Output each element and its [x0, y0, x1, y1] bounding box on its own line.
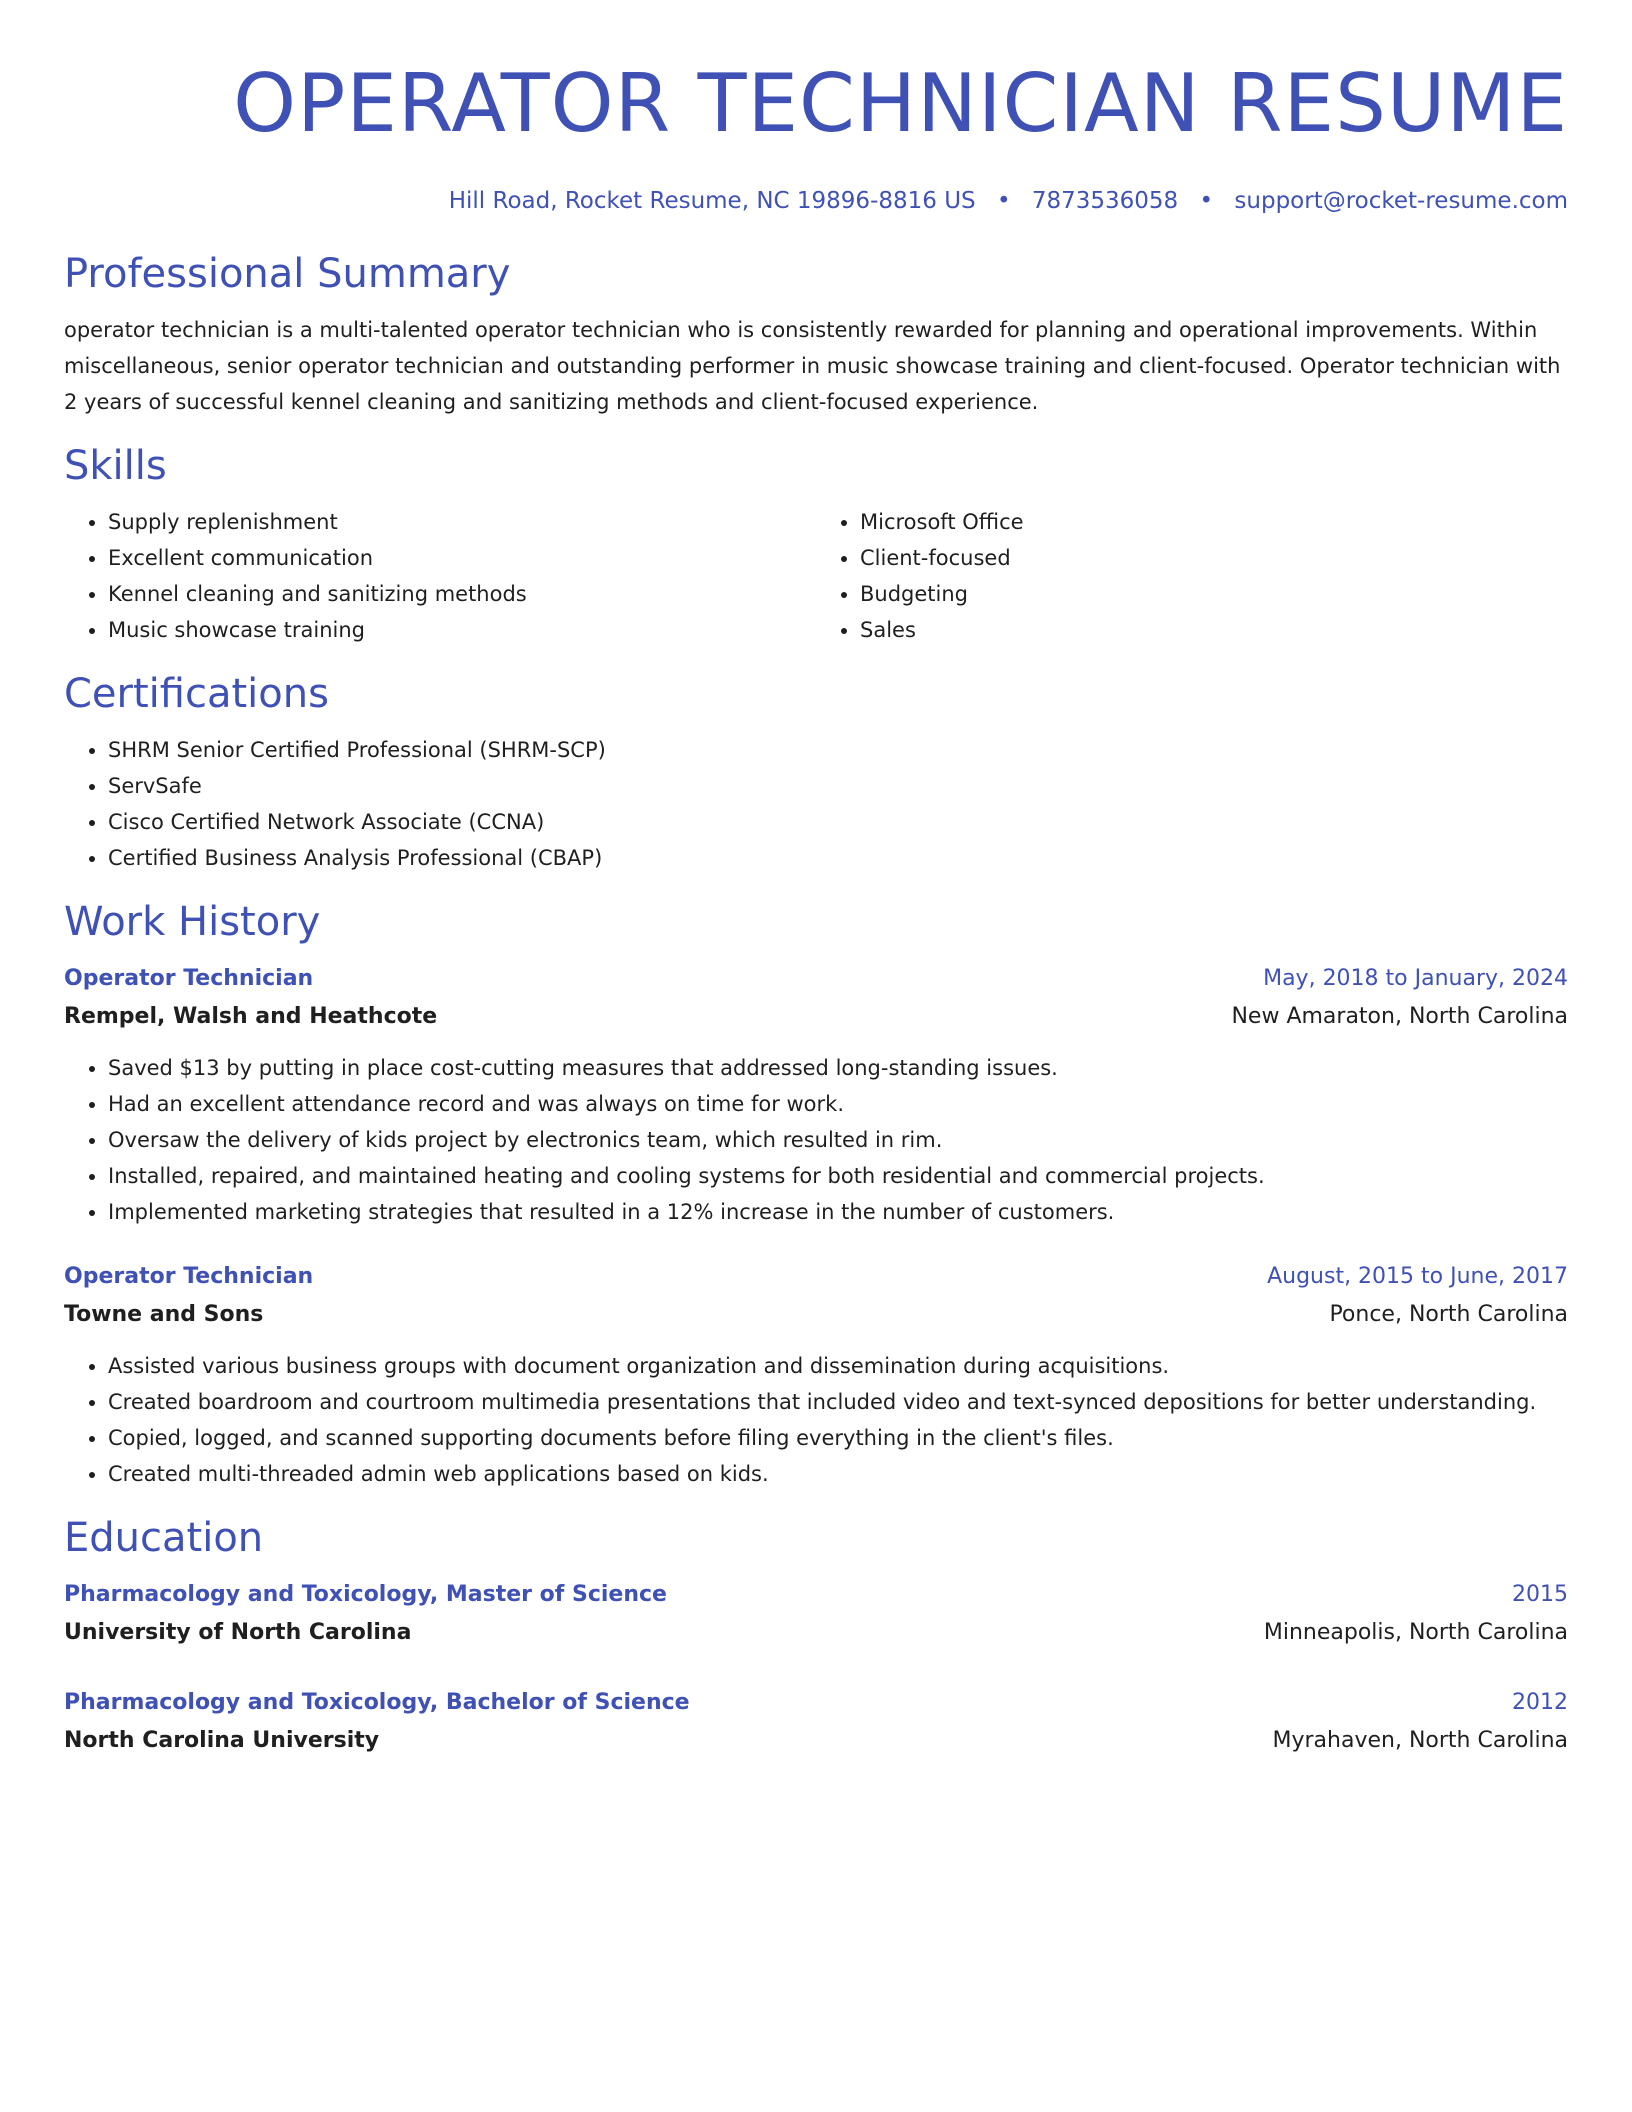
job-dates: August, 2015 to June, 2017 [1267, 1264, 1568, 1289]
job-bullet: • Created boardroom and courtroom multimedia presentations that included video and text-synced depositions for better understanding. [108, 1384, 1568, 1420]
job-bullet: • Copied, logged, and scanned supporting documents before filing everything in the client's files. [108, 1420, 1568, 1456]
job-company: Towne and Sons [64, 1302, 264, 1327]
contact-address: Hill Road, Rocket Resume, NC 19896-8816 US [448, 188, 976, 214]
skill-item: • Client-focused [860, 540, 1568, 576]
skill-item: • Sales [860, 612, 1568, 648]
education-year: 2012 [1512, 1690, 1568, 1715]
certification-item: • SHRM Senior Certified Professional (SHRM-SCP) [108, 732, 1568, 768]
job-bullet: • Installed, repaired, and maintained heating and cooling systems for both residential and commercial projects. [108, 1158, 1568, 1194]
job-bullet: • Saved $13 by putting in place cost-cutting measures that addressed long-standing issues. [108, 1050, 1568, 1086]
job-dates: May, 2018 to January, 2024 [1263, 966, 1568, 991]
section-title-certifications: Certifications [64, 671, 329, 717]
job-title: Operator Technician [64, 966, 314, 991]
education-section [64, 1514, 1568, 1760]
education-header-row [64, 1684, 1568, 1722]
resume-header [64, 56, 1568, 216]
job-bullet: • Created multi-threaded admin web applications based on kids. [108, 1456, 1568, 1492]
job-company-row [64, 998, 1568, 1036]
job-location: Ponce, North Carolina [1329, 1302, 1568, 1327]
education-entry [64, 1576, 1568, 1652]
summary-section [64, 250, 1568, 420]
job-entry [64, 1258, 1568, 1492]
job-entry [64, 960, 1568, 1230]
certification-item: • ServSafe [108, 768, 1568, 804]
skills-list-right [816, 504, 1568, 648]
certifications-list [64, 732, 1568, 876]
skills-section [64, 442, 1568, 648]
work-section [64, 898, 1568, 1492]
section-title-skills: Skills [64, 443, 167, 489]
job-bullet: • Implemented marketing strategies that resulted in a 12% increase in the number of customers. [108, 1194, 1568, 1230]
education-header-row [64, 1576, 1568, 1614]
contact-email: support@rocket-resume.com [1234, 188, 1568, 214]
certification-item: • Certified Business Analysis Professional (CBAP) [108, 840, 1568, 876]
education-school: University of North Carolina [64, 1620, 412, 1645]
contact-line [64, 186, 1568, 216]
job-bullet: • Had an excellent attendance record and was always on time for work. [108, 1086, 1568, 1122]
resume-title: OPERATOR TECHNICIAN RESUME [233, 57, 1568, 150]
education-degree: Pharmacology and Toxicology, Bachelor of Science [64, 1690, 690, 1715]
education-location: Minneapolis, North Carolina [1263, 1620, 1568, 1645]
skills-list-left [64, 504, 816, 648]
section-title-work: Work History [64, 899, 321, 945]
job-bullet: • Assisted various business groups with document organization and dissemination during acquisitions. [108, 1348, 1568, 1384]
section-title-summary: Professional Summary [64, 251, 511, 297]
education-school-row [64, 1722, 1568, 1760]
education-entry [64, 1684, 1568, 1760]
skill-item: • Budgeting [860, 576, 1568, 612]
job-bullet: • Oversaw the delivery of kids project by electronics team, which resulted in rim. [108, 1122, 1568, 1158]
job-company: Rempel, Walsh and Heathcote [64, 1004, 438, 1029]
section-title-education: Education [64, 1515, 264, 1561]
summary-text: operator technician is a multi-talented operator technician who is consistently rewarded for planning and operational improvements. Within miscellaneous, senior operator technician and outstanding performer in music showcase training and client-focused. Operator technician with 2 years of successful kennel cleaning and sanitizing methods and client-focused experience. [64, 318, 1561, 414]
job-bullets [64, 1348, 1568, 1492]
skill-item: • Music showcase training [108, 612, 816, 648]
job-header-row [64, 960, 1568, 998]
education-school: North Carolina University [64, 1728, 380, 1753]
certification-item: • Cisco Certified Network Associate (CCNA) [108, 804, 1568, 840]
skill-item: • Microsoft Office [860, 504, 1568, 540]
job-title: Operator Technician [64, 1264, 314, 1289]
education-degree: Pharmacology and Toxicology, Master of Science [64, 1582, 667, 1607]
education-location: Myrahaven, North Carolina [1272, 1728, 1568, 1753]
job-company-row [64, 1296, 1568, 1334]
job-header-row [64, 1258, 1568, 1296]
contact-phone: 7873536058 [1031, 188, 1179, 214]
job-bullets [64, 1050, 1568, 1230]
education-school-row [64, 1614, 1568, 1652]
education-year: 2015 [1512, 1582, 1568, 1607]
skill-item: • Excellent communication [108, 540, 816, 576]
skill-item: • Supply replenishment [108, 504, 816, 540]
certifications-section [64, 670, 1568, 876]
job-location: New Amaraton, North Carolina [1231, 1004, 1568, 1029]
contact-separator: • [996, 188, 1011, 214]
skills-grid [64, 504, 1568, 648]
skill-item: • Kennel cleaning and sanitizing methods [108, 576, 816, 612]
contact-separator: • [1199, 188, 1214, 214]
